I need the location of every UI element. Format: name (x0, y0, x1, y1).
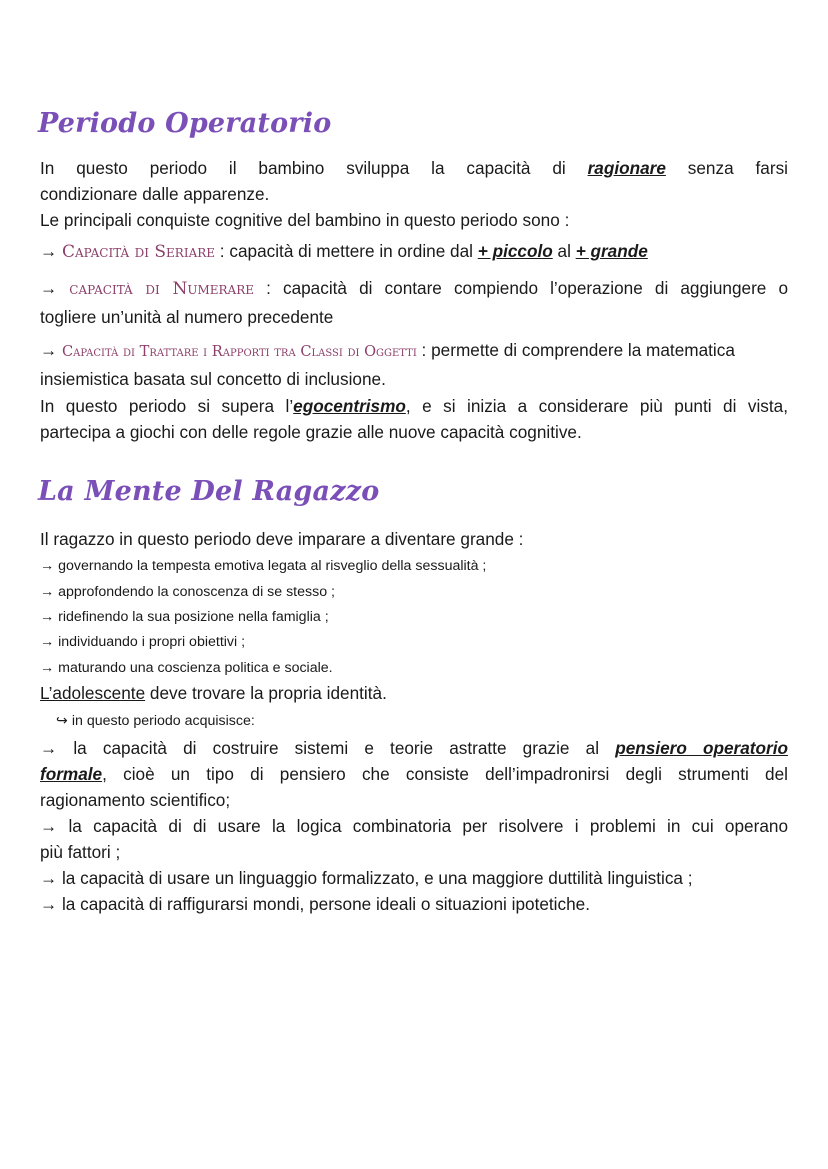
emphasis-egocentrismo: egocentrismo (293, 396, 406, 416)
arrow-icon: → (40, 738, 58, 758)
paragraph-line: togliere un’unità al numero precedente (40, 307, 334, 327)
paragraph-line: Il ragazzo in questo periodo deve imparare a diventare grande : (40, 529, 524, 549)
hook-arrow-icon: ↪ (56, 713, 68, 729)
paragraph-line: L’adolescente deve trovare la propria identità. (40, 683, 387, 703)
arrow-icon: → (40, 558, 55, 574)
bullet-rapporti: → Capacità di Trattare i Rapporti tra Classi di Oggetti : permette di comprendere la matematica (40, 340, 735, 360)
emphasis-piccolo: + piccolo (477, 241, 553, 261)
list-item: → maturando una coscienza politica e sociale. (40, 660, 333, 676)
term-numerare: capacità di Numerare (69, 279, 255, 299)
arrow-icon: → (40, 584, 55, 600)
underlined-adolescente: L’adolescente (40, 683, 146, 703)
arrow-icon: → (40, 609, 55, 625)
list-item: → approfondendo la conoscenza di se stesso ; (40, 584, 335, 600)
heading-mente-ragazzo: La Mente Del Ragazzo (38, 476, 380, 507)
list-item: → ridefinendo la sua posizione nella famiglia ; (40, 609, 329, 625)
arrow-icon: → (40, 634, 55, 650)
paragraph-line: condizionare dalle apparenze. (40, 184, 270, 204)
paragraph-line: ragionamento scientifico; (40, 790, 231, 810)
list-item: → individuando i propri obiettivi ; (40, 634, 246, 650)
paragraph-line: In questo periodo il bambino sviluppa la capacità di ragionare senza farsi (40, 158, 788, 178)
emphasis-ragionare: ragionare (587, 158, 666, 178)
arrow-icon: → (40, 340, 58, 360)
paragraph-line: formale, cioè un tipo di pensiero che consiste dell’impadronirsi degli strumenti del (40, 764, 788, 784)
emphasis-grande: + grande (575, 241, 648, 261)
capability-item: → la capacità di usare un linguaggio formalizzato, e una maggiore duttilità linguistica ; (40, 868, 693, 888)
paragraph-line: più fattori ; (40, 842, 121, 862)
bullet-seriare: → Capacità di Seriare : capacità di mettere in ordine dal + piccolo al + grande (40, 241, 648, 262)
arrow-icon: → (40, 894, 58, 914)
capability-item: → la capacità di di usare la logica combinatoria per risolvere i problemi in cui operano (40, 816, 788, 836)
bullet-numerare: → capacità di Numerare : capacità di contare compiendo l’operazione di aggiungere o (40, 278, 789, 299)
arrow-icon: → (40, 868, 58, 888)
term-seriare: Capacità di Seriare (61, 242, 216, 262)
arrow-icon: → (40, 660, 55, 676)
list-item: → governando la tempesta emotiva legata al risveglio della sessualità ; (40, 558, 487, 574)
emphasis-formale: formale (40, 764, 103, 784)
term-rapporti: Capacità di Trattare i Rapporti tra Classi di Oggetti (61, 343, 417, 360)
emphasis-pensiero-operatorio: pensiero operatorio (615, 738, 788, 758)
arrow-icon: → (40, 816, 58, 836)
paragraph-line: insiemistica basata sul concetto di inclusione. (40, 369, 386, 389)
capability-item: → la capacità di costruire sistemi e teorie astratte grazie al pensiero operatorio (40, 738, 788, 758)
sub-note: ↪ in questo periodo acquisisce: (56, 713, 255, 729)
paragraph-line: In questo periodo si supera l’egocentrismo, e si inizia a considerare più punti di vista, (40, 396, 788, 416)
arrow-icon: → (40, 241, 58, 261)
arrow-icon: → (40, 278, 58, 298)
paragraph-line: Le principali conquiste cognitive del bambino in questo periodo sono : (40, 210, 570, 230)
capability-item: → la capacità di raffigurarsi mondi, persone ideali o situazioni ipotetiche. (40, 894, 590, 914)
heading-periodo-operatorio: Periodo Operatorio (38, 108, 332, 139)
paragraph-line: partecipa a giochi con delle regole grazie alle nuove capacità cognitive. (40, 422, 582, 442)
